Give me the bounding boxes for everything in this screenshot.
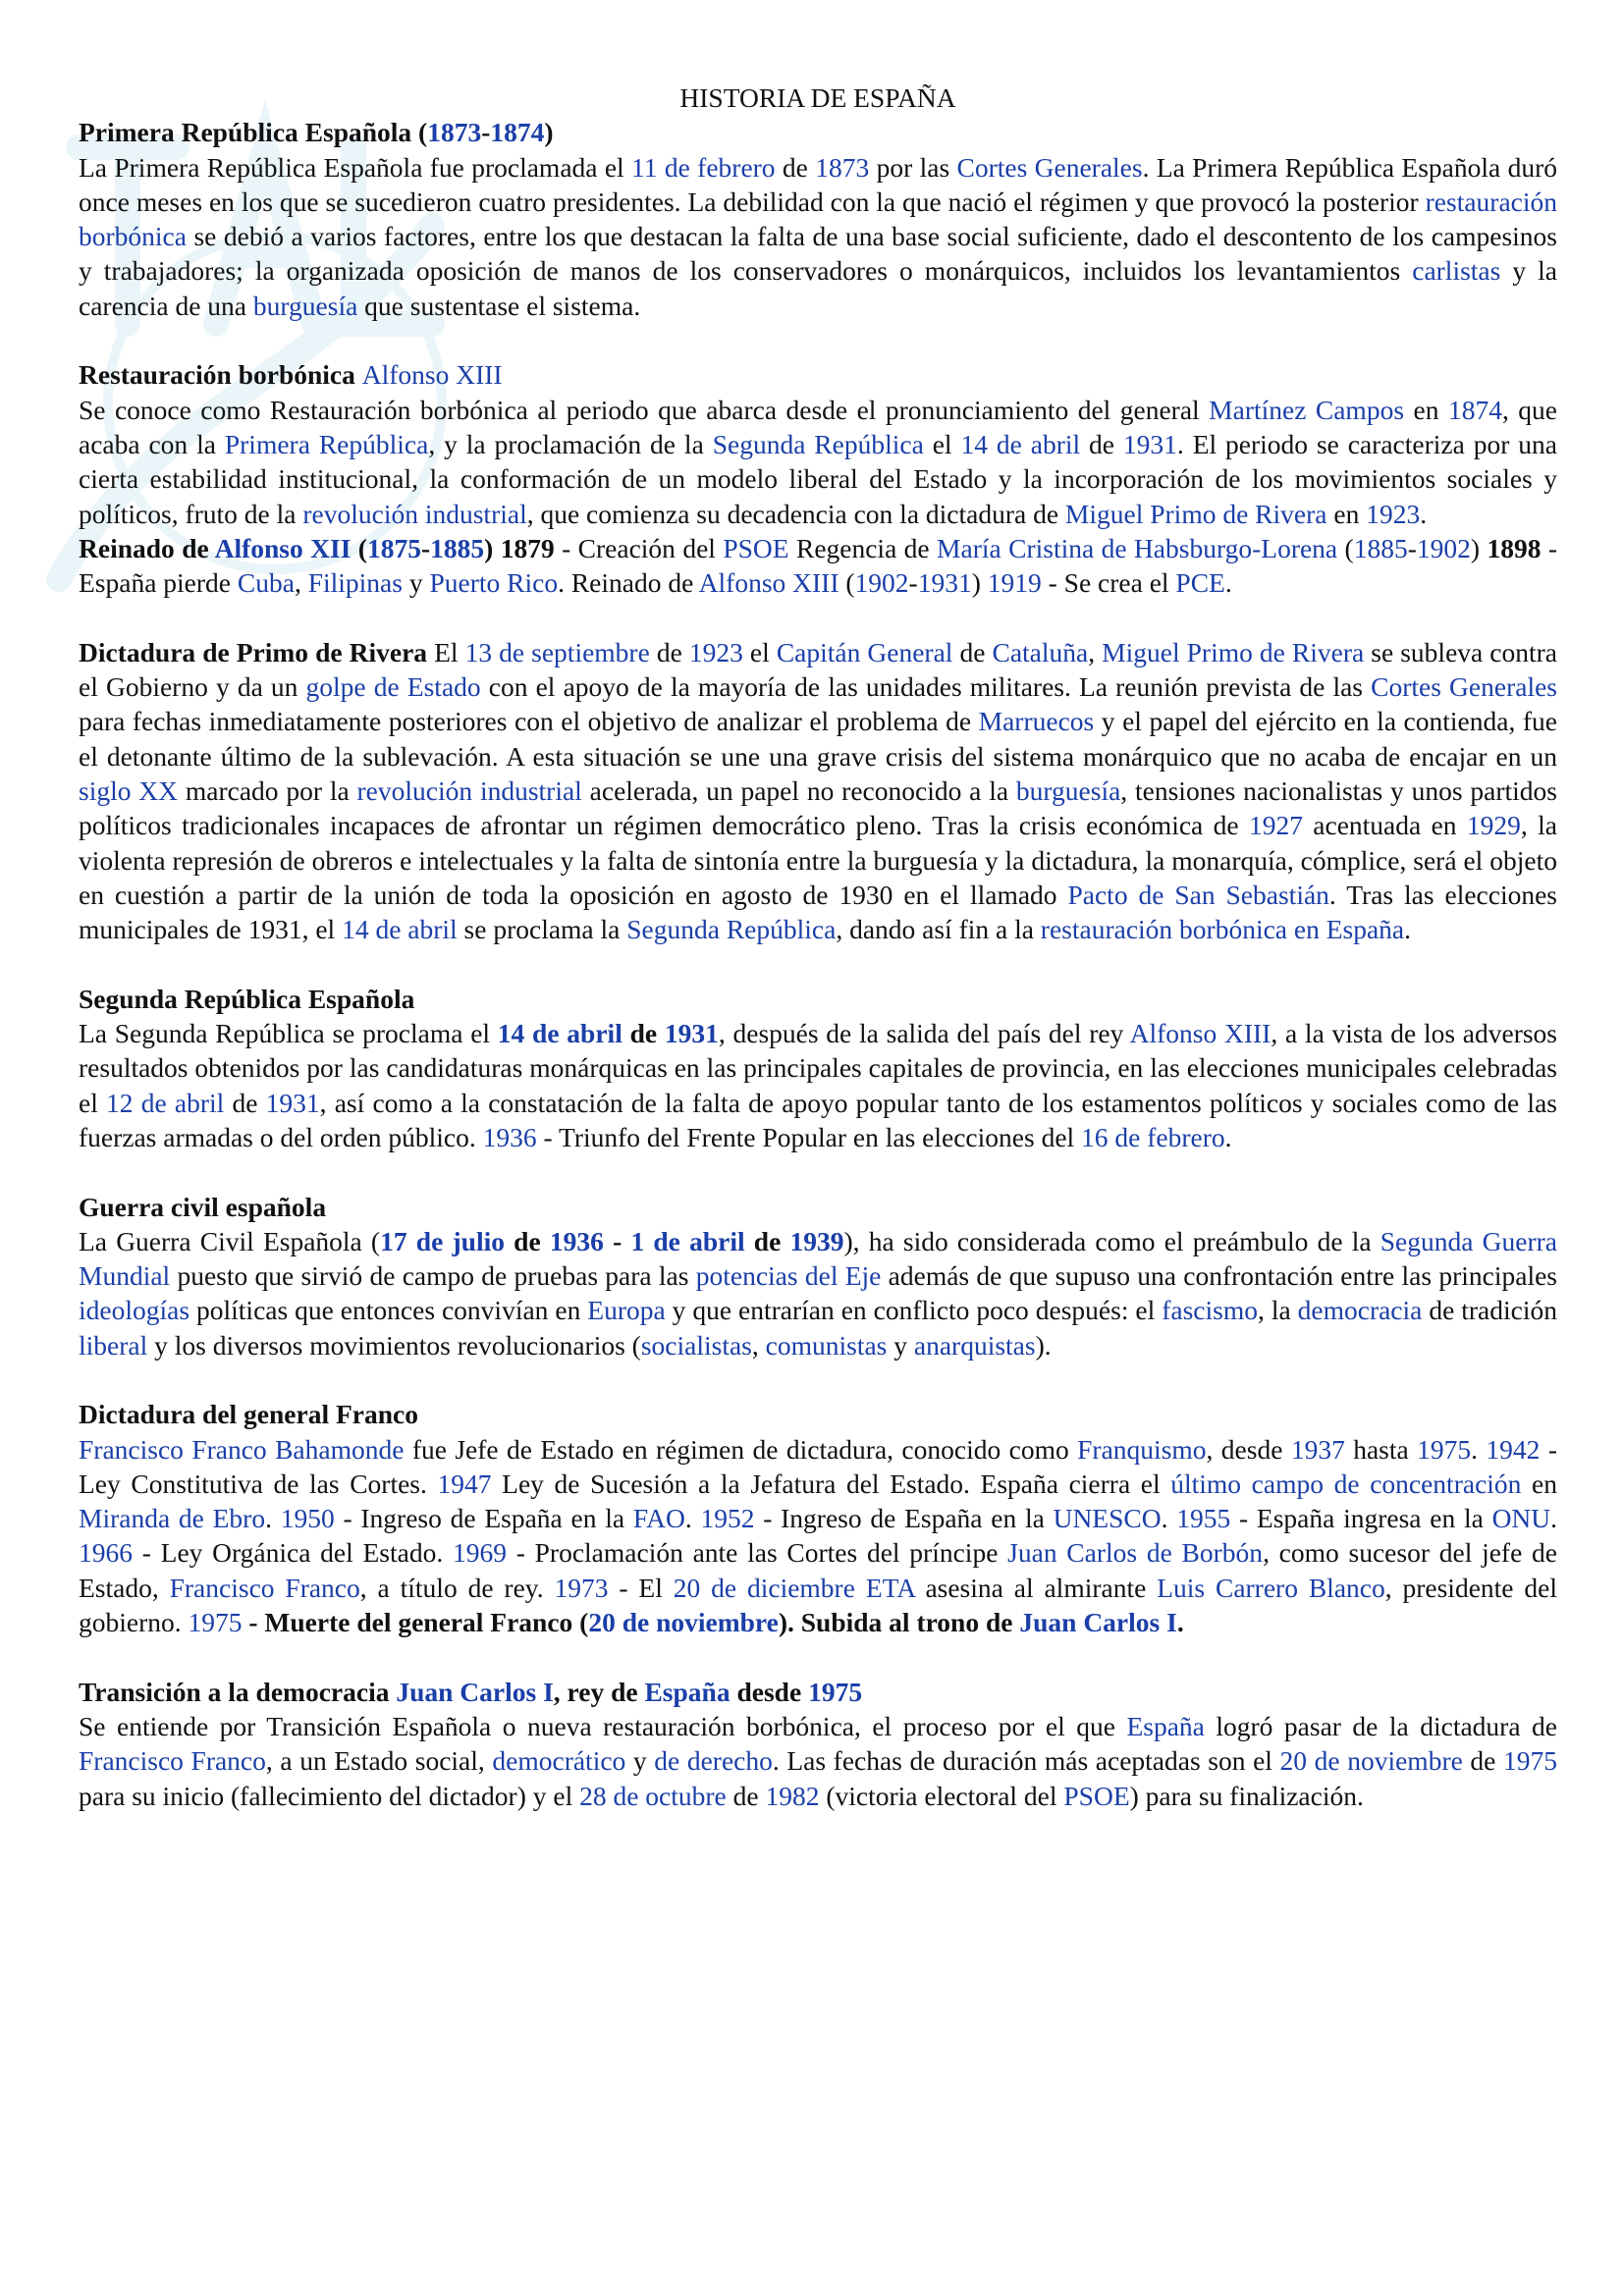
hyperlink[interactable]: Francisco Franco (79, 1745, 266, 1777)
hyperlink[interactable]: 17 de julio (380, 1225, 505, 1256)
hyperlink[interactable]: Francisco Franco (169, 1572, 360, 1603)
text-run: de (726, 1780, 766, 1811)
section-heading (79, 1675, 1557, 1709)
section-heading (79, 1397, 1557, 1431)
hyperlink[interactable]: 28 de octubre (579, 1780, 727, 1811)
text-run: en (1326, 498, 1367, 529)
hyperlink[interactable]: revolución industrial (356, 774, 582, 806)
document-page (79, 80, 1557, 1847)
hyperlink[interactable]: Miguel Primo de Rivera (1064, 498, 1327, 529)
text-run: - (908, 567, 918, 599)
hyperlink[interactable]: Cataluña (992, 636, 1089, 667)
text-run: de (952, 636, 993, 667)
text-run: , como sucesor del jefe de Estado, (79, 1537, 1557, 1603)
hyperlink[interactable]: Segunda Guerra Mundial (79, 1225, 1558, 1292)
text-run: Regencia de (788, 532, 938, 563)
text-run: y (887, 1329, 914, 1361)
text-run: Dictadura del general Franco (79, 1399, 418, 1430)
text-run: Se entiende por Transición Española o nueva restauración borbónica, el proceso por el que (79, 1710, 1127, 1741)
document-body (79, 115, 1557, 1813)
text-run: , a la vista de los adversos resultados obtenidos por las candidaturas monárquicas en las principales capitales de provincia, en las elecciones municipales celebradas el (79, 1018, 1558, 1118)
hyperlink[interactable]: Franquismo (1077, 1433, 1207, 1465)
hyperlink[interactable]: 1885 (430, 532, 485, 563)
text-run: de tradición (1422, 1295, 1557, 1326)
hyperlink[interactable]: Cuba (237, 567, 295, 599)
section-paragraph (79, 635, 1557, 947)
section-paragraph (79, 1709, 1557, 1813)
text-run: y (625, 1745, 655, 1777)
section-dictadura-primo-rivera (79, 635, 1557, 947)
text-run: , desde (1206, 1433, 1291, 1465)
hyperlink[interactable]: Marruecos (978, 706, 1095, 737)
hyperlink[interactable]: de derecho (654, 1745, 773, 1777)
section-heading (79, 115, 1557, 149)
text-run: . Las fechas de duración más aceptadas son el (772, 1745, 1280, 1777)
text-run: - El (608, 1572, 674, 1603)
hyperlink[interactable]: 1885 (1353, 532, 1408, 563)
hyperlink[interactable]: 1975 (1417, 1433, 1472, 1465)
text-run: ) (544, 117, 554, 148)
hyperlink[interactable]: siglo XX (79, 774, 179, 806)
text-run: de (224, 1087, 266, 1118)
hyperlink[interactable]: 1931 (917, 567, 972, 599)
hyperlink[interactable]: 1873 (427, 117, 482, 148)
hyperlink[interactable]: potencias del Eje (695, 1260, 882, 1292)
text-run: . (1176, 1607, 1184, 1638)
text-run: y el papel del ejército en la contienda, fue el detonante último de la sublevación. A esta situación se une una grave crisis del sistema monárquico que no acaba de encajar en un (79, 706, 1557, 772)
text-run: marcado por la (178, 774, 357, 806)
text-run: , la violenta represión de obreros e intelectuales y la falta de sintonía entre la burguesía y la dictadura, la monarquía, cómplice, será el objeto en cuestión a partir de la unión de toda la oposición en agosto de 1930 en el llamado (79, 810, 1557, 910)
text-run: , tensiones nacionalistas y unos partidos políticos tradicionales incapaces de afrontar un régimen democrático pleno. Tras la crisis económica de (79, 774, 1557, 841)
text-run: logró pasar de la dictadura de (1204, 1710, 1557, 1741)
text-run: - Se crea el (1041, 567, 1176, 599)
text-run: ). (1035, 1329, 1052, 1361)
section-paragraph (79, 1224, 1557, 1362)
section-primera-republica (79, 115, 1557, 323)
hyperlink[interactable]: España (644, 1676, 730, 1707)
text-run: de (1080, 428, 1123, 459)
text-run: . La Primera República Española duró once meses en los que se sucedieron cuatro presidentes. La debilidad con la que nació el régimen y que provocó la posterior (79, 151, 1557, 217)
text-run: - Muerte del general Franco ( (242, 1607, 589, 1638)
hyperlink[interactable]: 11 de febrero (631, 151, 776, 183)
text-run: desde (730, 1676, 809, 1707)
text-run: y que entrarían en conflicto poco después: el (665, 1295, 1163, 1326)
text-run: se subleva contra el Gobierno y da un (79, 636, 1557, 703)
text-run: y los diversos movimientos revolucionarios ( (147, 1329, 641, 1361)
hyperlink[interactable]: Primera República (224, 428, 429, 459)
text-run (493, 533, 500, 563)
hyperlink[interactable]: fascismo (1162, 1295, 1258, 1326)
text-run: - Proclamación ante las Cortes del príncipe (506, 1537, 1008, 1569)
hyperlink[interactable]: 12 de abril (106, 1087, 225, 1118)
text-run: . Tras las elecciones municipales de 1931, el (79, 879, 1558, 945)
text-run: - Triunfo del Frente Popular en las elecciones del (536, 1121, 1082, 1152)
hyperlink[interactable]: Pacto de San Sebastián (1067, 879, 1329, 910)
text-run: Guerra civil española (79, 1191, 327, 1222)
text-run: , (1088, 636, 1103, 667)
hyperlink[interactable]: 1 de abril (630, 1225, 745, 1256)
hyperlink[interactable]: 20 de diciembre (673, 1572, 855, 1603)
text-run: , rey de (553, 1676, 645, 1707)
hyperlink[interactable]: España (1126, 1710, 1205, 1741)
text-run: , la (1258, 1295, 1298, 1326)
hyperlink[interactable]: Alfonso XIII (1129, 1018, 1271, 1049)
text-run: , así como a la constatación de la falta de apoyo popular tanto de los estamentos políticos y sociales como de las fuerzas armadas o del orden público. (79, 1087, 1557, 1152)
text-run: . Reinado de (558, 567, 699, 599)
text-run: 1898 (1487, 532, 1542, 563)
text-run: ( (1337, 532, 1354, 563)
text-run: hasta (1344, 1433, 1418, 1465)
section-dictadura-franco (79, 1397, 1557, 1639)
text-run: de (622, 1018, 665, 1049)
hyperlink[interactable]: Filipinas (307, 567, 403, 599)
hyperlink[interactable]: Segunda República (626, 914, 837, 945)
text-run: con el apoyo de la mayoría de las unidades militares. La reunión prevista de las (480, 671, 1372, 703)
hyperlink[interactable]: PSOE (1063, 1780, 1130, 1811)
hyperlink[interactable]: 1931 (265, 1087, 320, 1118)
text-run: , a un Estado social, (265, 1745, 493, 1777)
hyperlink[interactable]: restauración borbónica (79, 186, 1557, 252)
hyperlink[interactable]: Capitán General (776, 636, 953, 667)
section-paragraph (79, 150, 1557, 323)
text-run: Ley de Sucesión a la Jefatura del Estado. España cierra el (491, 1468, 1171, 1499)
hyperlink[interactable]: 1874 (1447, 394, 1502, 425)
section-paragraph (79, 1016, 1557, 1154)
hyperlink[interactable]: Europa (587, 1295, 666, 1326)
hyperlink[interactable]: Segunda República (712, 428, 924, 459)
text-run: que sustentase el sistema. (357, 290, 641, 321)
text-run: además de que supuso una confrontación entre las principales (881, 1260, 1557, 1292)
hyperlink[interactable]: 1873 (815, 151, 870, 183)
text-run: , después de la salida del país del rey (718, 1018, 1130, 1049)
text-run: , que acaba con la (79, 394, 1557, 459)
text-run: . (1420, 498, 1428, 529)
hyperlink[interactable]: Luis Carrero Blanco (1157, 1572, 1385, 1603)
hyperlink[interactable]: 16 de febrero (1081, 1121, 1225, 1152)
text-run: de (504, 1225, 550, 1256)
text-run: acentuada en (1302, 810, 1467, 841)
hyperlink[interactable]: PSOE (723, 532, 789, 563)
hyperlink[interactable]: liberal (79, 1329, 148, 1361)
hyperlink[interactable]: 1952 (700, 1503, 755, 1534)
hyperlink[interactable]: 1931 (664, 1018, 719, 1049)
text-run: Restauración borbónica (79, 359, 362, 391)
text-run: Primera República Española ( (79, 117, 428, 148)
hyperlink[interactable]: Juan Carlos I (396, 1676, 554, 1707)
text-run: La Segunda República se proclama el (79, 1018, 498, 1049)
hyperlink[interactable]: Cortes Generales (1371, 671, 1557, 703)
hyperlink[interactable]: 1874 (490, 117, 545, 148)
text-run: - Creación del (554, 532, 724, 563)
text-run: - España pierde (79, 532, 1557, 599)
text-run: de (1462, 1745, 1503, 1777)
hyperlink[interactable]: 1929 (1466, 810, 1521, 841)
text-run: La Primera República Española fue proclamada el (79, 151, 632, 183)
text-run: por las (869, 151, 957, 183)
hyperlink[interactable]: democracia (1297, 1295, 1423, 1326)
hyperlink[interactable]: 1936 (549, 1225, 604, 1256)
text-run: ( (839, 567, 855, 599)
text-run: Dictadura de Primo de Rivera (79, 636, 428, 667)
hyperlink[interactable]: burguesía (1015, 774, 1121, 806)
hyperlink[interactable]: 20 de noviembre (588, 1607, 779, 1638)
hyperlink[interactable]: Martínez Campos (1209, 394, 1405, 425)
hyperlink[interactable]: 1936 (482, 1121, 537, 1152)
text-run: ) (971, 567, 988, 599)
hyperlink[interactable]: Cortes Generales (956, 151, 1143, 183)
hyperlink[interactable]: 1931 (1122, 428, 1177, 459)
hyperlink[interactable]: 1947 (437, 1468, 492, 1499)
hyperlink[interactable]: último campo de concentración (1170, 1468, 1522, 1499)
hyperlink[interactable]: Puerto Rico (429, 567, 559, 599)
text-run: políticas que entonces convivían en (189, 1295, 588, 1326)
hyperlink[interactable]: carlistas (1412, 255, 1501, 287)
hyperlink[interactable]: María Cristina de Habsburgo-Lorena (937, 532, 1338, 563)
text-run: - (1407, 532, 1417, 563)
hyperlink[interactable]: 1966 (79, 1537, 133, 1569)
text-run: El (427, 636, 465, 667)
hyperlink[interactable]: 1923 (688, 636, 743, 667)
hyperlink[interactable]: socialistas (640, 1329, 752, 1361)
text-run: el (742, 636, 777, 667)
hyperlink[interactable]: revolución industrial (302, 498, 527, 529)
hyperlink[interactable]: Juan Carlos I (1019, 1607, 1177, 1638)
text-run: , dando así fin a la (836, 914, 1041, 945)
text-run: se proclama la (457, 914, 627, 945)
section-heading (79, 1190, 1557, 1224)
hyperlink[interactable]: Alfonso XIII (361, 359, 503, 391)
text-run: fue Jefe de Estado en régimen de dictadura, conocido como (404, 1433, 1078, 1465)
text-run: , y la proclamación de la (428, 428, 713, 459)
hyperlink[interactable]: 1923 (1366, 498, 1421, 529)
text-run: Se conoce como Restauración borbónica al periodo que abarca desde el pronunciamiento del general (79, 394, 1210, 425)
hyperlink[interactable]: 14 de abril (497, 1018, 622, 1049)
text-run: . (1550, 1503, 1558, 1534)
text-run: asesina al almirante (914, 1572, 1158, 1603)
text-run: - España ingresa en la (1230, 1503, 1492, 1534)
hyperlink[interactable]: 14 de abril (960, 428, 1081, 459)
hyperlink[interactable]: Alfonso XIII (698, 567, 839, 599)
text-run: Transición a la democracia (79, 1676, 397, 1707)
hyperlink[interactable]: Miranda de Ebro (79, 1503, 266, 1534)
section-paragraph (79, 393, 1557, 531)
text-run: de (775, 151, 816, 183)
hyperlink[interactable]: Miguel Primo de Rivera (1102, 636, 1365, 667)
text-run: acelerada, un papel no reconocido a la (581, 774, 1016, 806)
text-run: ) (484, 532, 494, 563)
section-paragraph (79, 531, 1557, 601)
text-run: , (294, 567, 308, 599)
hyperlink[interactable]: 1975 (188, 1607, 243, 1638)
text-run: . (1224, 567, 1232, 599)
hyperlink[interactable]: 1955 (1176, 1503, 1231, 1534)
hyperlink[interactable]: FAO (632, 1503, 685, 1534)
text-run: . (265, 1503, 281, 1534)
text-run: . (684, 1503, 701, 1534)
hyperlink[interactable]: burguesía (252, 290, 358, 321)
text-run: 1879 (500, 532, 555, 563)
hyperlink[interactable]: comunistas (765, 1329, 888, 1361)
text-run: - Ley Constitutiva de las Cortes. (79, 1433, 1557, 1499)
text-run: en (1521, 1468, 1558, 1499)
hyperlink[interactable]: ETA (865, 1572, 915, 1603)
text-run: de (744, 1225, 790, 1256)
hyperlink[interactable]: 1973 (554, 1572, 609, 1603)
hyperlink[interactable]: golpe de Estado (305, 671, 481, 703)
text-run: - (420, 532, 431, 563)
text-run: . (1224, 1121, 1232, 1152)
text-run: y (402, 567, 430, 599)
text-run: en (1404, 394, 1448, 425)
hyperlink[interactable]: Juan Carlos de Borbón (1007, 1537, 1264, 1569)
text-run: , (751, 1329, 766, 1361)
text-run: ). Subida al trono de (778, 1607, 1020, 1638)
text-run: para su inicio (fallecimiento del dictador) y el (79, 1780, 580, 1811)
hyperlink[interactable]: ONU (1491, 1503, 1551, 1534)
hyperlink[interactable]: democrático (492, 1745, 626, 1777)
hyperlink[interactable]: PCE (1175, 567, 1225, 599)
hyperlink[interactable]: 1902 (854, 567, 909, 599)
text-run: , presidente del gobierno. (79, 1572, 1557, 1638)
hyperlink[interactable]: 14 de abril (342, 914, 458, 945)
section-guerra-civil (79, 1190, 1557, 1362)
hyperlink[interactable]: UNESCO (1053, 1503, 1162, 1534)
text-run: , a título de rey. (359, 1572, 555, 1603)
hyperlink[interactable]: 1919 (987, 567, 1042, 599)
section-reinado-alfonso-xii (79, 531, 1557, 601)
text-run: . (1161, 1503, 1177, 1534)
hyperlink[interactable]: 1942 (1486, 1433, 1541, 1465)
section-transicion (79, 1675, 1557, 1813)
hyperlink[interactable]: ideologías (79, 1295, 190, 1326)
text-run: Reinado de (79, 532, 215, 563)
text-run: ) para su finalización. (1129, 1780, 1364, 1811)
hyperlink[interactable]: 1975 (1503, 1745, 1557, 1777)
hyperlink[interactable]: 1927 (1248, 810, 1303, 841)
text-run: . (1404, 914, 1411, 945)
text-run: y la carencia de una (79, 255, 1557, 321)
text-run: La Guerra Civil Española ( (79, 1225, 381, 1256)
hyperlink[interactable]: Francisco Franco Bahamonde (79, 1433, 405, 1465)
hyperlink[interactable]: 1939 (789, 1225, 844, 1256)
hyperlink[interactable]: Alfonso XII (214, 532, 352, 563)
text-run: se debió a varios factores, entre los que destacan la falta de una base social suficiente, dado el descontento de los campesinos y trabajadores; la organizada oposición de manos de los conservadores o monárquicos, incluidos los levantamientos (79, 221, 1557, 287)
text-run: el (923, 428, 961, 459)
hyperlink[interactable]: 13 de septiembre (464, 636, 650, 667)
text-run: . El periodo se caracteriza por una cierta estabilidad institucional, la conformación de un modelo liberal del Estado y la incorporación de los movimientos sociales y políticos, fruto de la (79, 428, 1557, 529)
hyperlink[interactable]: 1982 (765, 1780, 820, 1811)
text-run: ( (351, 532, 367, 563)
section-heading (79, 982, 1557, 1016)
text-run: ), ha sido considerada como el preámbulo de la (843, 1225, 1380, 1256)
hyperlink[interactable]: 1975 (808, 1676, 863, 1707)
hyperlink[interactable]: 1937 (1290, 1433, 1345, 1465)
hyperlink[interactable]: 1875 (366, 532, 421, 563)
hyperlink[interactable]: 1902 (1416, 532, 1471, 563)
text-run: - (481, 117, 491, 148)
text-run: , que comienza su decadencia con la dictadura de (526, 498, 1065, 529)
text-run: para fechas inmediatamente posteriores con el objetivo de analizar el problema de (79, 706, 979, 737)
text-run: de (649, 636, 689, 667)
text-run: - Ingreso de España en la (334, 1503, 633, 1534)
text-run: Segunda República Española (79, 983, 415, 1014)
hyperlink[interactable]: 1969 (452, 1537, 507, 1569)
section-paragraph (79, 1432, 1557, 1640)
document-title: HISTORIA DE ESPAÑA (679, 82, 956, 113)
section-segunda-republica (79, 982, 1557, 1154)
hyperlink[interactable]: 20 de noviembre (1279, 1745, 1463, 1777)
hyperlink[interactable]: anarquistas (913, 1329, 1036, 1361)
text-run: ) (1470, 532, 1488, 563)
text-run: . (1471, 1433, 1487, 1465)
hyperlink[interactable]: restauración borbónica en España (1040, 914, 1405, 945)
text-run: - Ley Orgánica del Estado. (133, 1537, 453, 1569)
text-run: - Ingreso de España en la (754, 1503, 1054, 1534)
hyperlink[interactable]: 1950 (280, 1503, 335, 1534)
section-heading (79, 357, 1557, 392)
text-run: puesto que sirvió de campo de pruebas para las (170, 1260, 696, 1292)
text-run: - (603, 1225, 631, 1256)
text-run (855, 1573, 866, 1603)
section-restauracion (79, 357, 1557, 530)
text-run: (victoria electoral del (819, 1780, 1064, 1811)
